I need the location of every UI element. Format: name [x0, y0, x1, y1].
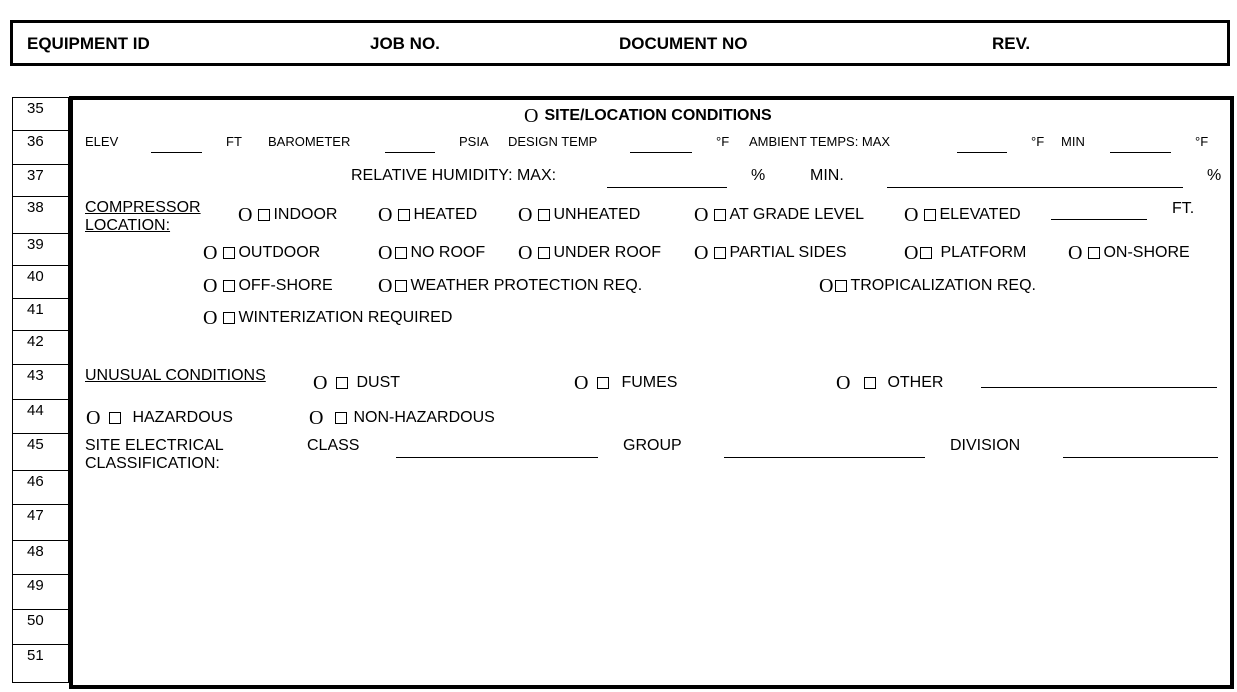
- checkbox-icon[interactable]: [223, 312, 235, 324]
- section-title-text: SITE/LOCATION CONDITIONS: [544, 107, 772, 124]
- option-label: INDOOR: [273, 206, 338, 223]
- ambient-min-label: MIN: [1061, 134, 1085, 149]
- option-label: AT GRADE LEVEL: [729, 206, 865, 223]
- row-number: 36: [12, 131, 69, 165]
- option-fumes[interactable]: [574, 373, 677, 393]
- radio-marker-icon[interactable]: O: [238, 204, 253, 226]
- radio-marker-icon[interactable]: O: [518, 242, 533, 264]
- option-indoor[interactable]: [238, 205, 337, 225]
- barometer-label: BAROMETER: [268, 134, 351, 149]
- option-label: PLATFORM: [940, 244, 1027, 261]
- group-label: GROUP: [623, 437, 682, 454]
- row-number: 51: [12, 645, 69, 683]
- radio-marker-icon[interactable]: O: [378, 242, 393, 264]
- option-outdoor[interactable]: [203, 243, 320, 263]
- option-label: HEATED: [413, 206, 478, 223]
- radio-marker-icon[interactable]: O: [309, 407, 324, 429]
- option-label: DUST: [356, 374, 401, 391]
- elev-unit: FT: [226, 134, 242, 149]
- rh-max-field[interactable]: [607, 187, 727, 188]
- elev-label: ELEV: [85, 134, 119, 149]
- radio-marker-icon[interactable]: O: [378, 275, 393, 297]
- radio-marker-icon[interactable]: O: [203, 275, 218, 297]
- checkbox-icon[interactable]: [1088, 247, 1100, 259]
- option-heated[interactable]: [378, 205, 477, 225]
- radio-marker-icon[interactable]: O: [203, 242, 218, 264]
- ambient-max-label: AMBIENT TEMPS: MAX: [749, 134, 891, 149]
- option-on-shore[interactable]: [1068, 243, 1190, 263]
- option-label: OFF-SHORE: [238, 277, 333, 294]
- other-condition-field[interactable]: [981, 387, 1217, 388]
- barometer-field[interactable]: [385, 152, 435, 153]
- rh-max-label: RELATIVE HUMIDITY: MAX:: [351, 167, 557, 184]
- row-number: 48: [12, 541, 69, 575]
- section-title: [524, 106, 772, 126]
- radio-marker-icon[interactable]: O: [574, 372, 589, 394]
- radio-marker-icon[interactable]: O: [904, 242, 919, 264]
- option-off-shore[interactable]: [203, 276, 333, 296]
- checkbox-icon[interactable]: [924, 209, 936, 221]
- option-label: UNDER ROOF: [553, 244, 662, 261]
- ambient-min-unit: °F: [1195, 134, 1209, 149]
- option-tropicalization[interactable]: [819, 276, 1036, 296]
- checkbox-icon[interactable]: [920, 247, 932, 259]
- barometer-unit: PSIA: [459, 134, 489, 149]
- row-number: 39: [12, 234, 69, 266]
- option-label: WEATHER PROTECTION REQ.: [410, 277, 643, 294]
- document-header: [10, 20, 1230, 66]
- checkbox-icon[interactable]: [258, 209, 270, 221]
- row-number: 49: [12, 575, 69, 610]
- radio-marker-icon[interactable]: O: [819, 275, 834, 297]
- radio-marker-icon[interactable]: O: [524, 105, 539, 127]
- checkbox-icon[interactable]: [395, 247, 407, 259]
- option-non-hazardous[interactable]: [309, 408, 495, 428]
- row-number: 43: [12, 365, 69, 400]
- radio-marker-icon[interactable]: O: [86, 407, 101, 429]
- radio-marker-icon[interactable]: O: [694, 204, 709, 226]
- row-number: 46: [12, 471, 69, 505]
- checkbox-icon[interactable]: [597, 377, 609, 389]
- ambient-max-field[interactable]: [957, 152, 1007, 153]
- option-label: OUTDOOR: [238, 244, 321, 261]
- option-weather-protection[interactable]: [378, 276, 642, 296]
- checkbox-icon[interactable]: [223, 247, 235, 259]
- division-field[interactable]: [1063, 457, 1218, 458]
- row-number: 50: [12, 610, 69, 645]
- row-number: 45: [12, 434, 69, 471]
- checkbox-icon[interactable]: [398, 209, 410, 221]
- ambient-min-field[interactable]: [1110, 152, 1171, 153]
- radio-marker-icon[interactable]: O: [378, 204, 393, 226]
- option-label: FUMES: [621, 374, 678, 391]
- compressor-location-label-1: COMPRESSOR: [85, 199, 201, 216]
- checkbox-icon[interactable]: [864, 377, 876, 389]
- option-dust[interactable]: [313, 373, 400, 393]
- option-elevated[interactable]: [904, 205, 1021, 225]
- option-winterization[interactable]: [203, 308, 452, 328]
- site-electrical-label-2: CLASSIFICATION:: [85, 455, 220, 472]
- class-field[interactable]: [396, 457, 598, 458]
- option-label: ON-SHORE: [1103, 244, 1190, 261]
- class-label: CLASS: [307, 437, 360, 454]
- row-number: 35: [12, 97, 69, 131]
- checkbox-icon[interactable]: [336, 377, 348, 389]
- document-no-label: DOCUMENT NO: [619, 34, 748, 53]
- equipment-id-label: EQUIPMENT ID: [27, 34, 150, 53]
- checkbox-icon[interactable]: [538, 209, 550, 221]
- compressor-location-label-2: LOCATION:: [85, 217, 171, 234]
- checkbox-icon[interactable]: [714, 209, 726, 221]
- option-unheated[interactable]: [518, 205, 640, 225]
- row-number: 41: [12, 299, 69, 331]
- row-number: 44: [12, 400, 69, 434]
- option-platform[interactable]: [904, 243, 1026, 263]
- rev-label: REV.: [992, 34, 1031, 53]
- elevated-height-field[interactable]: [1051, 219, 1147, 220]
- option-at-grade-level[interactable]: [694, 205, 864, 225]
- radio-marker-icon[interactable]: O: [694, 242, 709, 264]
- radio-marker-icon[interactable]: O: [904, 204, 919, 226]
- rh-min-label: MIN.: [810, 167, 844, 184]
- option-under-roof[interactable]: [518, 243, 661, 263]
- checkbox-icon[interactable]: [335, 412, 347, 424]
- checkbox-icon[interactable]: [714, 247, 726, 259]
- elev-field[interactable]: [151, 152, 202, 153]
- radio-marker-icon[interactable]: O: [313, 372, 328, 394]
- option-label: TROPICALIZATION REQ.: [850, 277, 1036, 294]
- option-label: PARTIAL SIDES: [729, 244, 847, 261]
- option-label: NON-HAZARDOUS: [353, 409, 495, 426]
- rh-min-field[interactable]: [887, 187, 1183, 188]
- option-other[interactable]: [836, 373, 943, 393]
- design-temp-label: DESIGN TEMP: [508, 134, 598, 149]
- row-number: 37: [12, 165, 69, 197]
- checkbox-icon[interactable]: [223, 280, 235, 292]
- design-temp-field[interactable]: [630, 152, 692, 153]
- option-label: ELEVATED: [939, 206, 1021, 223]
- row-number: 40: [12, 266, 69, 299]
- elevated-height-unit: FT.: [1172, 200, 1195, 217]
- ambient-max-unit: °F: [1031, 134, 1045, 149]
- checkbox-icon[interactable]: [395, 280, 407, 292]
- rh-max-unit: %: [751, 167, 766, 184]
- option-label: UNHEATED: [553, 206, 641, 223]
- group-field[interactable]: [724, 457, 925, 458]
- rh-min-unit: %: [1207, 167, 1222, 184]
- option-hazardous[interactable]: [86, 408, 233, 428]
- row-number: 47: [12, 505, 69, 541]
- site-electrical-label-1: SITE ELECTRICAL: [85, 437, 224, 454]
- radio-marker-icon[interactable]: O: [836, 372, 851, 394]
- option-label: WINTERIZATION REQUIRED: [238, 309, 453, 326]
- checkbox-icon[interactable]: [538, 247, 550, 259]
- checkbox-icon[interactable]: [109, 412, 121, 424]
- option-label: NO ROOF: [410, 244, 486, 261]
- radio-marker-icon[interactable]: O: [518, 204, 533, 226]
- checkbox-icon[interactable]: [835, 280, 847, 292]
- row-number: 38: [12, 197, 69, 234]
- radio-marker-icon[interactable]: O: [203, 307, 218, 329]
- job-no-label: JOB NO.: [370, 34, 440, 53]
- design-temp-unit: °F: [716, 134, 730, 149]
- option-partial-sides[interactable]: [694, 243, 847, 263]
- option-label: OTHER: [887, 374, 944, 391]
- option-label: HAZARDOUS: [132, 409, 233, 426]
- option-no-roof[interactable]: [378, 243, 485, 263]
- row-number: 42: [12, 331, 69, 365]
- radio-marker-icon[interactable]: O: [1068, 242, 1083, 264]
- unusual-conditions-label: UNUSUAL CONDITIONS: [85, 367, 266, 384]
- division-label: DIVISION: [950, 437, 1021, 454]
